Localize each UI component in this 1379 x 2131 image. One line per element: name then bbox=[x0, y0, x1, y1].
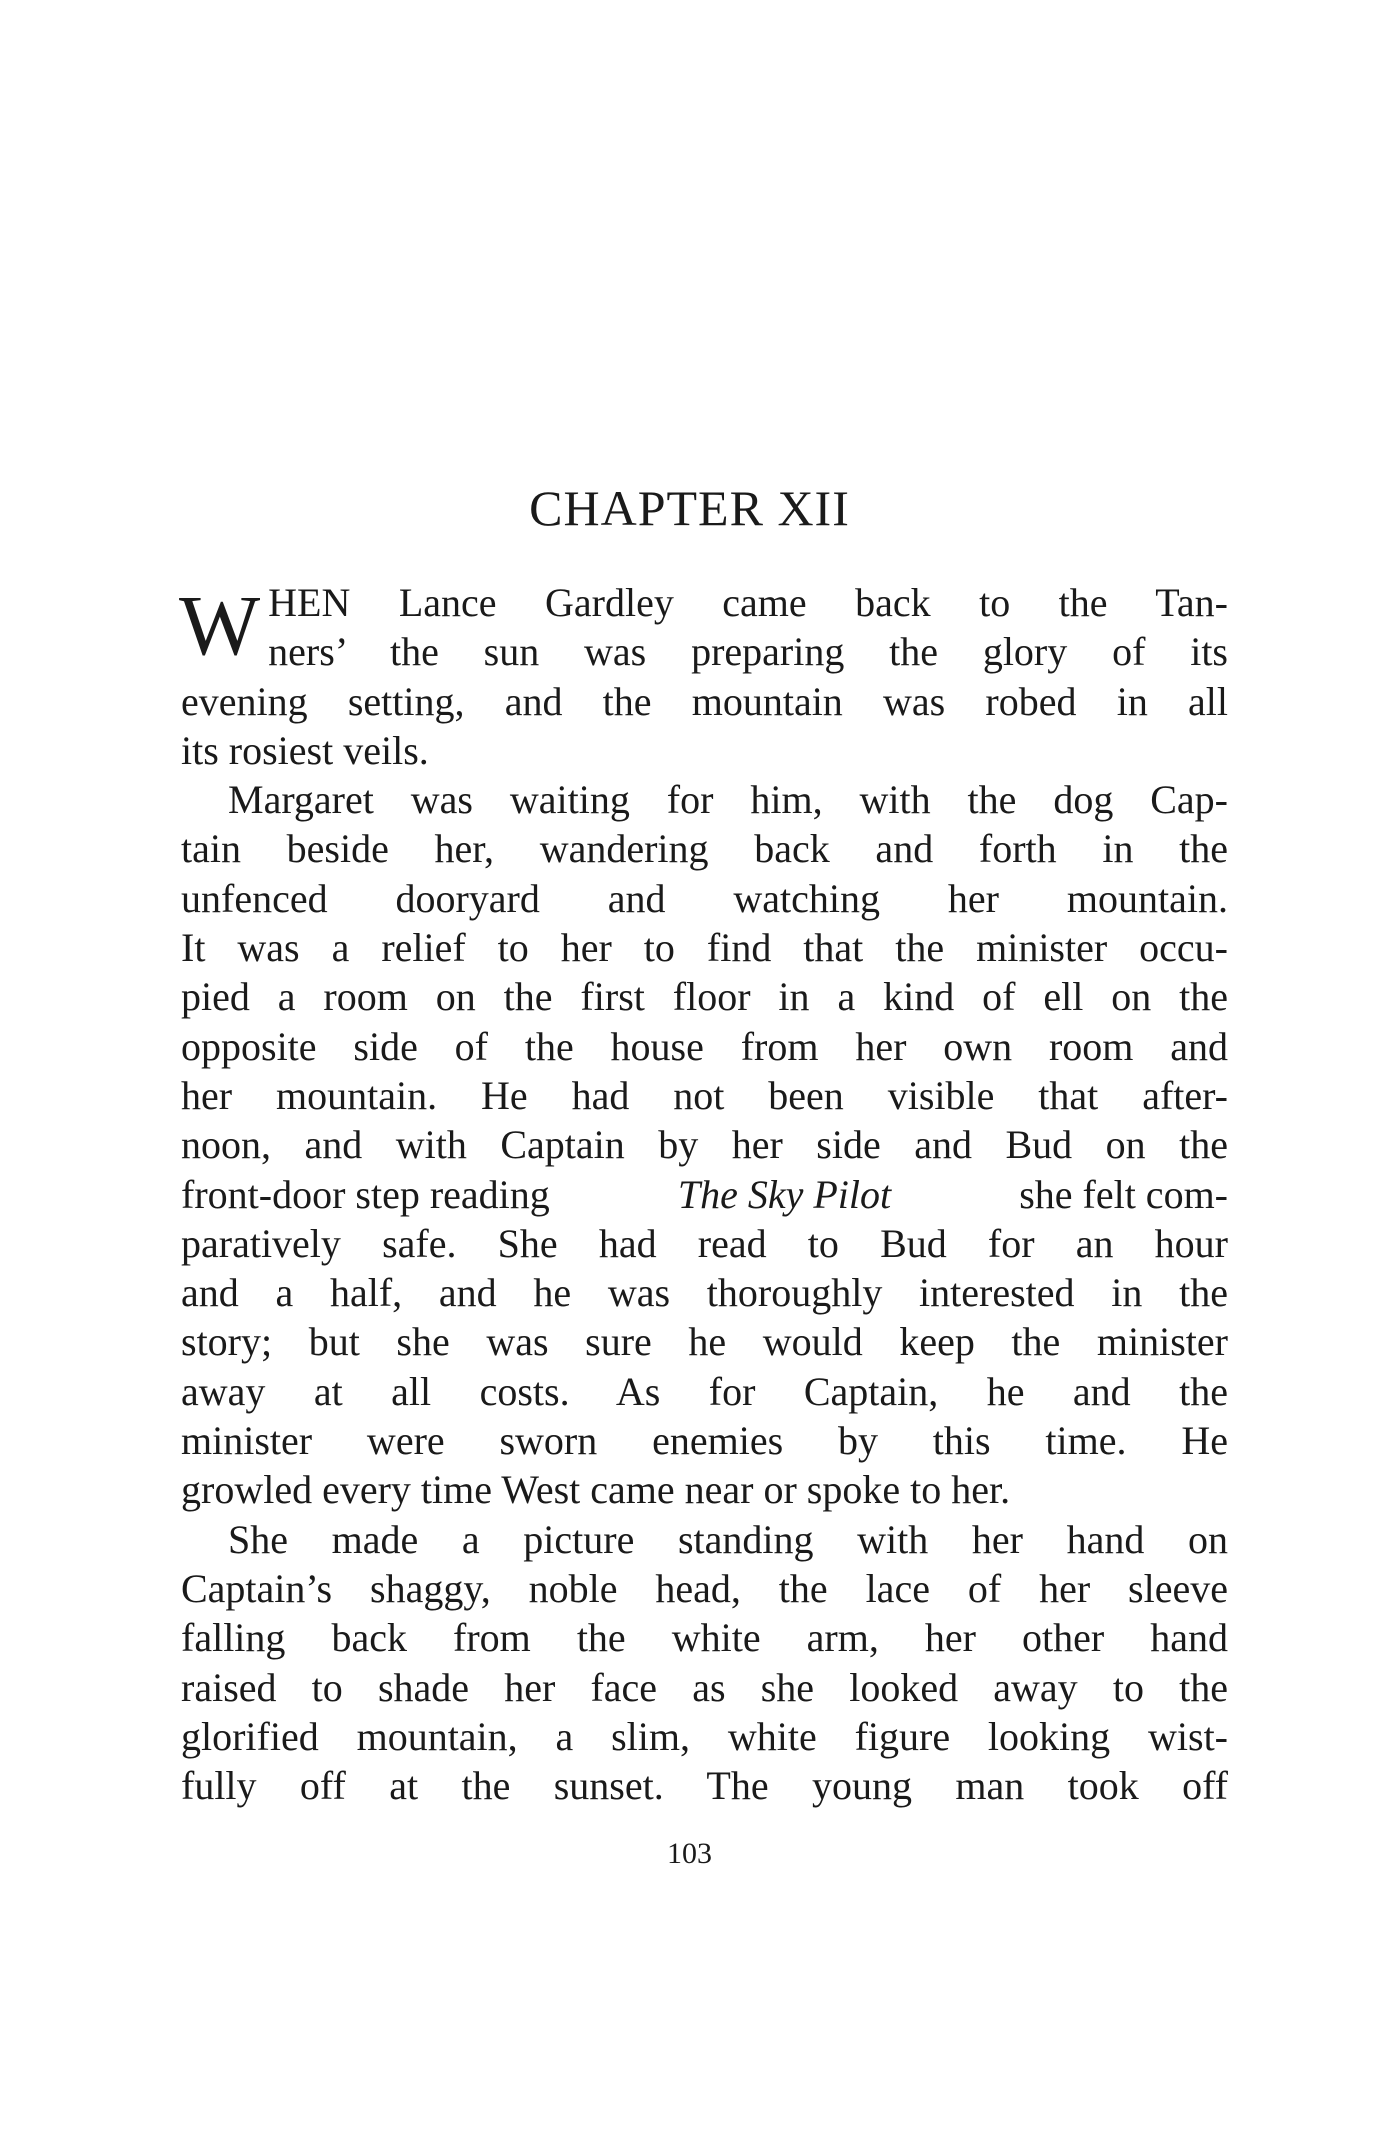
text-line: away at all costs. As for Captain, he and the bbox=[181, 1368, 1228, 1414]
text-line: fully off at the sunset. The young man took off bbox=[181, 1763, 1228, 1809]
text-line: pied a room on the first floor in a kind of ell on the bbox=[181, 974, 1228, 1020]
text-line: her mountain. He had not been visible that after- bbox=[181, 1072, 1228, 1118]
text-line: tain beside her, wandering back and forth in the bbox=[181, 826, 1228, 872]
text-line: noon, and with Captain by her side and Bud on the bbox=[181, 1122, 1228, 1168]
text-line: story; but she was sure he would keep the minister bbox=[181, 1319, 1228, 1365]
text-line: unfenced dooryard and watching her mountain. bbox=[181, 875, 1228, 921]
text-line: It was a relief to her to find that the minister occu- bbox=[181, 925, 1228, 971]
paragraph-3 bbox=[181, 1515, 1228, 1811]
text-line: raised to shade her face as she looked away to the bbox=[181, 1664, 1228, 1710]
text-line: paratively safe. She had read to Bud for an hour bbox=[181, 1220, 1228, 1266]
text-line: its rosiest veils. bbox=[181, 727, 429, 773]
book-title: The Sky Pilot bbox=[677, 1171, 892, 1217]
paragraph-2 bbox=[181, 775, 1228, 1514]
text-fragment: front-door step reading bbox=[181, 1171, 550, 1217]
text-line: growled every time West came near or spoke to her. bbox=[181, 1467, 1011, 1513]
text-line-with-title bbox=[181, 1170, 1228, 1219]
chapter-heading: CHAPTER XII bbox=[529, 480, 850, 536]
text-line: Captain’s shaggy, noble head, the lace of her sleeve bbox=[181, 1565, 1228, 1611]
text-line: ners’ the sun was preparing the glory of its bbox=[268, 629, 1228, 675]
text-line: She made a picture standing with her hand on bbox=[228, 1516, 1228, 1562]
chapter-body bbox=[181, 578, 1228, 1810]
text-line: minister were sworn enemies by this time. He bbox=[181, 1418, 1228, 1464]
text-line: Margaret was waiting for him, with the dog Cap- bbox=[228, 777, 1228, 823]
page-number: 103 bbox=[667, 1837, 712, 1870]
text-line: falling back from the white arm, her other hand bbox=[181, 1615, 1228, 1661]
paragraph-1 bbox=[181, 578, 1228, 775]
text-line: and a half, and he was thoroughly interested in the bbox=[181, 1270, 1228, 1316]
text-line: HEN Lance Gardley came back to the Tan- bbox=[268, 580, 1228, 625]
text-line: opposite side of the house from her own room and bbox=[181, 1023, 1228, 1069]
text-line: evening setting, and the mountain was robed in all bbox=[181, 678, 1228, 724]
text-fragment: she felt com- bbox=[1019, 1171, 1228, 1217]
drop-cap: W bbox=[179, 577, 261, 673]
text-line: glorified mountain, a slim, white figure looking wist- bbox=[181, 1713, 1228, 1759]
